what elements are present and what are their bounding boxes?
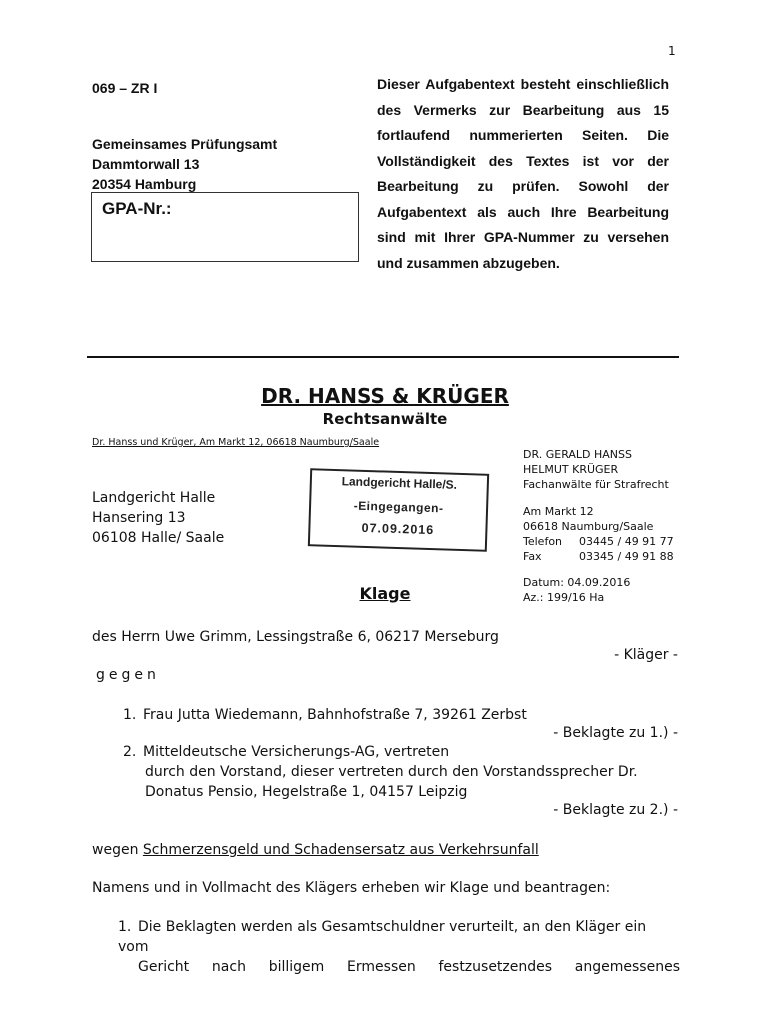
recipient-address: [92, 488, 224, 548]
partner-2: HELMUT KRÜGER: [523, 463, 619, 476]
regarding-prefix: wegen: [92, 842, 139, 858]
exam-office-block: [92, 78, 277, 194]
claim-1-line-2: Gericht nach billigem Ermessen festzusetzendes angemessenes: [138, 959, 680, 975]
stamp-received: -Eingegangen-: [353, 498, 444, 516]
regarding-line: [92, 840, 539, 860]
office-name: Gemeinsames Prüfungsamt: [92, 136, 278, 152]
partner-1: DR. GERALD HANSS: [523, 448, 632, 461]
intro-paragraph: Namens und in Vollmacht des Klägers erheben wir Klage und beantragen:: [92, 880, 611, 896]
claim-1: [118, 917, 680, 977]
defendant-2: [123, 742, 638, 802]
phone-value: 03445 / 49 91 77: [579, 535, 674, 548]
exam-notice: Dieser Aufgabentext besteht einschließlich des Vermerks zur Bearbeitung aus 15 fortlaufend nummerierten Seiten. Die Vollständigkeit des Textes ist vor der Bearbeitung zu prüfen. Sowohl der Aufgabentext als auch Ihre Bearbeitung sind mit Ihrer GPA-Nummer zu versehen und zusammen abzugeben.: [377, 76, 669, 271]
phone-row: [523, 534, 674, 549]
defendant-2-line-2: durch den Vorstand, dieser vertreten durch den Vorstandssprecher Dr.: [145, 764, 638, 780]
defendant-2-line-1: Mitteldeutsche Versicherungs-AG, vertreten: [143, 744, 450, 760]
claim-1-number: 1.: [118, 919, 132, 935]
page-number: 1: [668, 44, 676, 58]
defendant-1: [123, 705, 527, 725]
defendant-2-number: 2.: [123, 744, 137, 760]
recipient-city: 06108 Halle/ Saale: [92, 530, 225, 546]
letter-date: Datum: 04.09.2016: [523, 576, 631, 589]
defendant-1-role: - Beklagte zu 1.) -: [553, 725, 678, 741]
against-word: gegen: [96, 667, 160, 683]
stamp-court: Landgericht Halle/S.: [341, 474, 458, 492]
stamp-date: 07.09.2016: [361, 520, 435, 538]
defendant-1-number: 1.: [123, 707, 137, 723]
firm-contact-block: [523, 504, 674, 564]
office-street: Dammtorwall 13: [92, 156, 200, 172]
recipient-name: Landgericht Halle: [92, 490, 216, 506]
exam-code: 069 – ZR I: [92, 80, 158, 96]
office-city: 20354 Hamburg: [92, 176, 197, 192]
partner-specialty: Fachanwälte für Strafrecht: [523, 478, 669, 491]
court-received-stamp: [308, 468, 489, 552]
defendant-2-role: - Beklagte zu 2.) -: [553, 802, 678, 818]
defendant-1-text: Frau Jutta Wiedemann, Bahnhofstraße 7, 39261 Zerbst: [143, 707, 527, 723]
firm-city: 06618 Naumburg/Saale: [523, 520, 654, 533]
gpa-number-box[interactable]: [91, 192, 359, 262]
fax-label: Fax: [523, 550, 542, 563]
header-divider: [87, 356, 679, 358]
plaintiff-line: des Herrn Uwe Grimm, Lessingstraße 6, 06217 Merseburg: [92, 629, 499, 645]
fax-value: 03345 / 49 91 88: [579, 550, 674, 563]
defendant-2-line-3: Donatus Pensio, Hegelstraße 1, 04157 Leipzig: [145, 784, 468, 800]
regarding-subject: Schmerzensgeld und Schadensersatz aus Verkehrsunfall: [142, 842, 539, 858]
claim-1-line-1: Die Beklagten werden als Gesamtschuldner verurteilt, an den Kläger ein vom: [118, 919, 647, 955]
phone-label: Telefon: [523, 535, 563, 548]
firm-street: Am Markt 12: [523, 505, 594, 518]
fax-row: [523, 549, 674, 564]
sender-line: Dr. Hanss und Krüger, Am Markt 12, 06618 Naumburg/Saale: [92, 437, 380, 448]
partners-block: [523, 447, 669, 492]
recipient-street: Hansering 13: [92, 510, 186, 526]
document-title: Klage: [359, 584, 411, 603]
file-reference: Az.: 199/16 Ha: [523, 591, 605, 604]
plaintiff-role: - Kläger -: [614, 647, 678, 663]
firm-name: DR. HANSS & KRÜGER: [261, 384, 509, 408]
gpa-label: GPA-Nr.:: [102, 199, 172, 218]
firm-subtitle: Rechtsanwälte: [322, 410, 448, 428]
